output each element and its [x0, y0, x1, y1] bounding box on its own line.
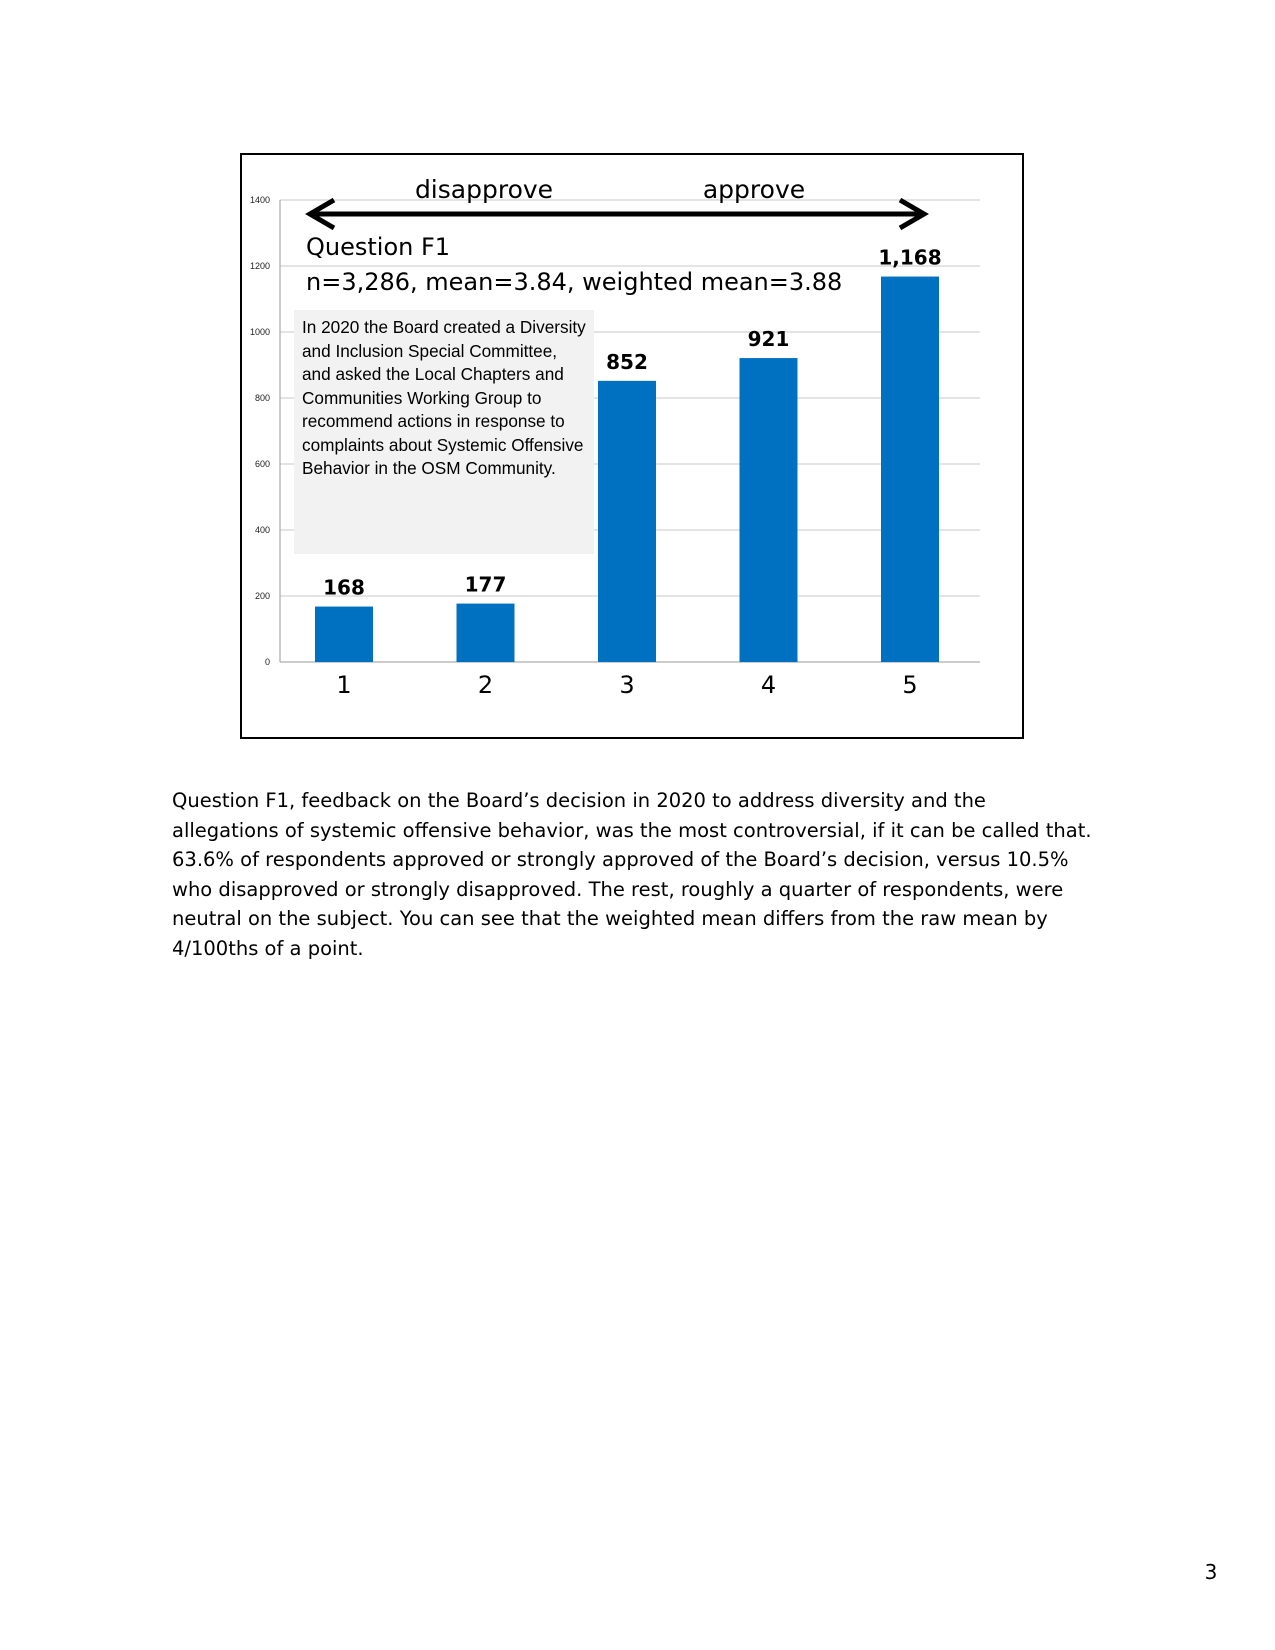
bar-2 [457, 604, 515, 662]
question-stats: n=3,286, mean=3.84, weighted mean=3.88 [306, 268, 843, 296]
y-tick-label: 1200 [249, 261, 270, 271]
data-label-2: 177 [464, 572, 507, 597]
data-label-1: 168 [323, 575, 365, 600]
direction-arrow [310, 200, 924, 228]
x-tick-label-2: 2 [477, 671, 494, 699]
x-tick-label-4: 4 [760, 671, 777, 699]
y-tick-label: 200 [254, 591, 270, 601]
x-tick-label-3: 3 [619, 671, 635, 699]
y-tick-label: 0 [264, 657, 270, 667]
y-tick-label: 1400 [249, 195, 270, 205]
page-number: 3 [1204, 1560, 1218, 1584]
x-axis-ticks [336, 671, 917, 699]
y-tick-label: 800 [254, 393, 270, 403]
y-tick-label: 1000 [249, 327, 270, 337]
question-title: Question F1 [306, 233, 451, 261]
caption-paragraph: Question F1, feedback on the Board’s decision in 2020 to address diversity and the allegations of systemic offensive behavior, was the most controversial, if it can be called that. 63.6% of respondents approved or strongly approved of the Board’s decision, versus 10.5% who disapproved or strongly disapproved. The rest, roughly a quarter of respondents, were neutral on the subject. You can see that the weighted mean differs from the raw mean by 4/100ths of a point. [172, 789, 1092, 960]
data-label-3: 852 [606, 349, 648, 374]
y-axis-ticks [250, 195, 270, 667]
data-label-5: 1,168 [878, 245, 942, 270]
y-tick-label: 400 [254, 525, 270, 535]
bar-4 [740, 358, 798, 662]
x-tick-label-5: 5 [902, 671, 918, 699]
disapprove-label: disapprove [414, 175, 554, 204]
y-tick-label: 600 [254, 459, 270, 469]
bar-5 [881, 277, 939, 662]
data-label-4: 921 [747, 327, 790, 352]
bar-1 [315, 607, 373, 662]
bar-3 [598, 381, 656, 662]
x-tick-label-1: 1 [336, 671, 352, 699]
context-note: In 2020 the Board created a Diversity and Inclusion Special Committee, and asked the Local Chapters and Communities Working Group to recommend actions in response to complaints about Systemic Offensive Behavior in the OSM Community. [294, 310, 594, 554]
approve-label: approve [702, 175, 806, 204]
